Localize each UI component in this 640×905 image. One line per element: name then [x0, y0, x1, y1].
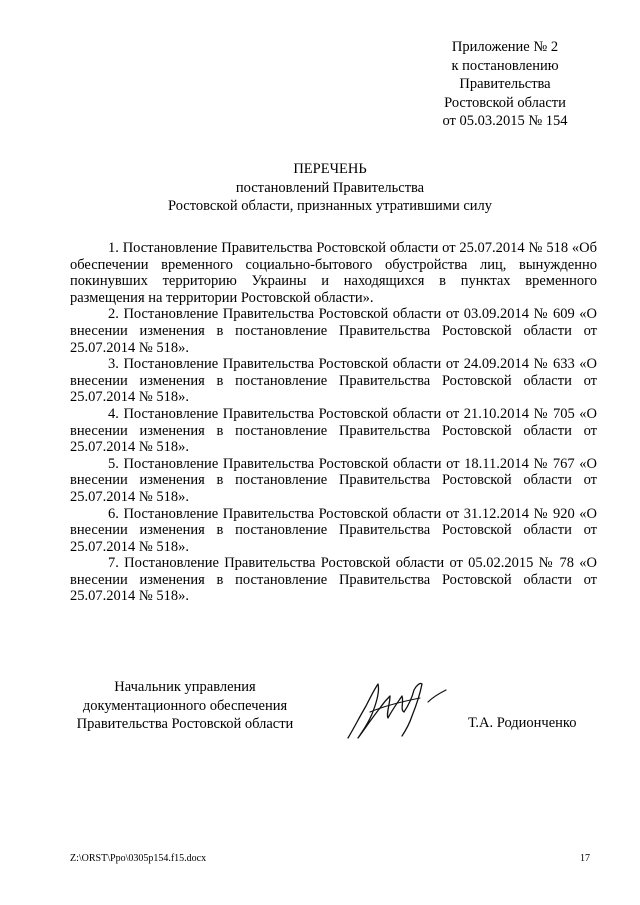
- title-line: Ростовской области, признанных утратившими силу: [167, 198, 493, 214]
- list-item: 6. Постановление Правительства Ростовской области от 31.12.2014 № 920 «О внесении изменения в постановление Правительства Ростовской области от 25.07.2014 № 518».: [70, 505, 597, 555]
- position-line: Начальник управления: [114, 679, 256, 695]
- document-title: [60, 160, 600, 216]
- list-item: 7. Постановление Правительства Ростовской области от 05.02.2015 № 78 «О внесении изменения в постановление Правительства Ростовской области от 25.07.2014 № 518».: [70, 555, 597, 605]
- position-line: Правительства Ростовской области: [76, 716, 294, 732]
- signatory-name: Т.А. Родионченко: [468, 715, 577, 731]
- position-line: документационного обеспечения: [82, 697, 288, 714]
- title-line: постановлений Правительства: [235, 179, 425, 196]
- appendix-line: Приложение № 2: [451, 39, 559, 55]
- resolutions-list: [70, 240, 597, 605]
- footer-page-number: 17: [580, 853, 590, 864]
- handwritten-signature: [340, 668, 460, 748]
- list-item: 5. Постановление Правительства Ростовской области от 18.11.2014 № 767 «О внесении изменения в постановление Правительства Ростовской области от 25.07.2014 № 518».: [70, 455, 597, 505]
- list-item: 3. Постановление Правительства Ростовской области от 24.09.2014 № 633 «О внесении изменения в постановление Правительства Ростовской области от 25.07.2014 № 518».: [70, 356, 597, 406]
- appendix-line: от 05.03.2015 № 154: [442, 113, 568, 129]
- footer-file-path: Z:\ORST\Ppo\0305p154.f15.docx: [70, 853, 207, 864]
- appendix-line: Ростовской области: [444, 94, 566, 111]
- list-item: 4. Постановление Правительства Ростовской области от 21.10.2014 № 705 «О внесении изменения в постановление Правительства Ростовской области от 25.07.2014 № 518».: [70, 405, 597, 456]
- title-heading: ПЕРЕЧЕНЬ: [293, 161, 367, 177]
- appendix-line: к постановлению: [451, 57, 559, 74]
- list-item: 2. Постановление Правительства Ростовской области от 03.09.2014 № 609 «О внесении изменения в постановление Правительства Ростовской области от 25.07.2014 № 518».: [70, 306, 597, 356]
- signatory-position: [60, 678, 310, 734]
- appendix-header: [420, 38, 590, 131]
- appendix-line: Правительства: [459, 76, 551, 92]
- list-item: 1. Постановление Правительства Ростовской области от 25.07.2014 № 518 «Об обеспечении временного социально-бытового обустройства лиц, вынужденно покинувших территорию Украины и находящихся в пунктах временного размещения на территории Ростовской области».: [70, 240, 597, 306]
